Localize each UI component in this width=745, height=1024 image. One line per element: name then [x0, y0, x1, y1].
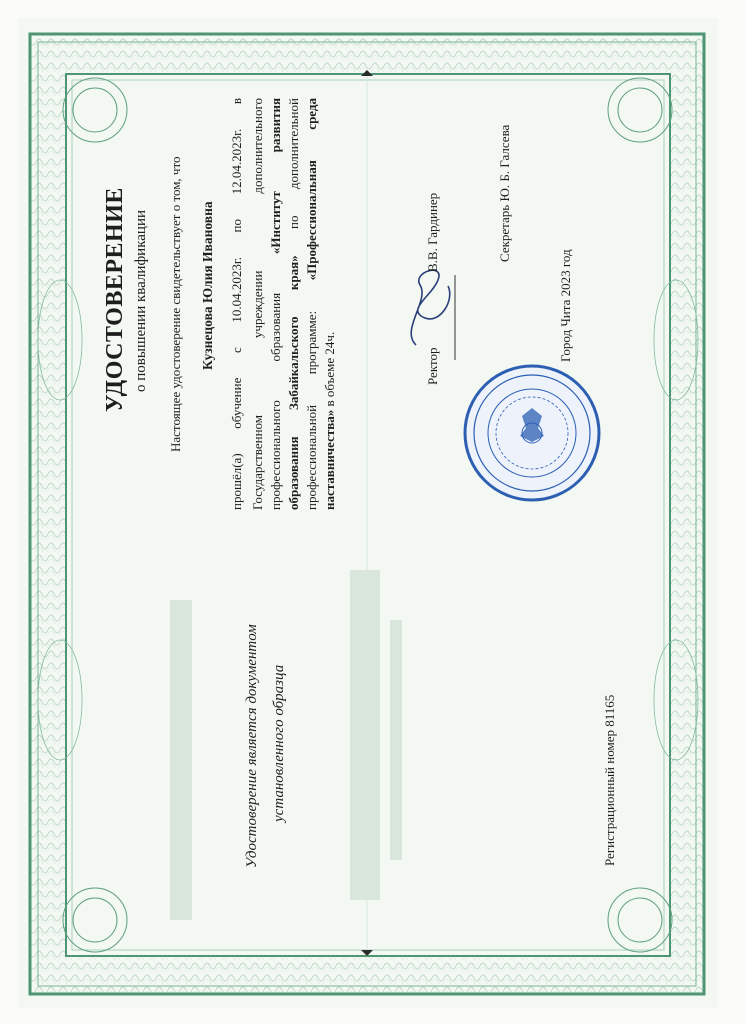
- body-line-5: профессиональной программе: «Профессиональная среда: [304, 98, 319, 510]
- body-line-3: профессионального образования «Институт развития: [268, 98, 283, 510]
- official-seal-stamp: [465, 366, 599, 500]
- document-status-note-2: установленного образца: [271, 664, 287, 822]
- registration-number: Регистрационный номер 81165: [602, 694, 617, 866]
- certificate-title: УДОСТОВЕРЕНИЕ: [102, 187, 128, 412]
- recipient-name: Кузнецова Юлия Ивановна: [200, 201, 215, 370]
- body-line-4: образования Забайкальского края» по дополнительной: [286, 98, 301, 510]
- body-line-6: наставничества» в объеме 24ч.: [322, 331, 337, 510]
- secretary-signature: Секретарь Ю. Б. Галсева: [497, 124, 512, 262]
- rector-label: Ректор: [425, 347, 440, 385]
- body-line-1: прошёл(а) обучение с 10.04.2023г. по 12.04.2023г. в: [229, 98, 244, 510]
- city-year: Город Чита 2023 год: [558, 249, 573, 362]
- document-status-note: Удостоверение является документом: [244, 624, 260, 868]
- body-line-2: Государственном учреждении дополнительного: [250, 98, 265, 510]
- rector-name: В.В. Гардинер: [425, 192, 440, 272]
- certificate-subtitle: о повышении квалификации: [133, 210, 149, 392]
- intro-text: Настоящее удостоверение свидетельствует о том, что: [168, 156, 183, 452]
